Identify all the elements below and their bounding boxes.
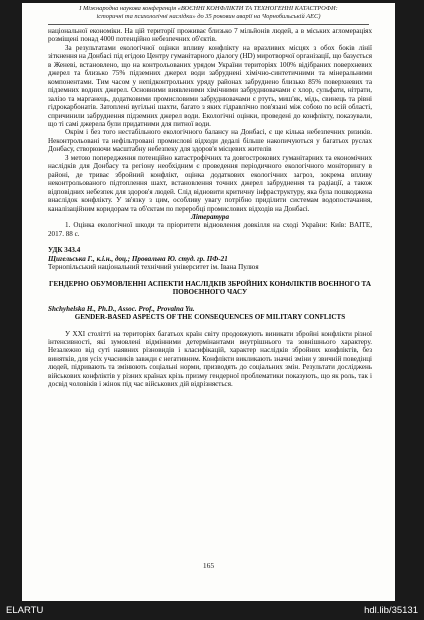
header-divider xyxy=(48,24,369,25)
header-line-2: історичні та психологічні наслідки» до 35 роковин аварії на Чорнобильській АЕС) xyxy=(96,13,321,20)
article-title-ua: ГЕНДЕРНО ОБУМОВЛЕННІ АСПЕКТИ НАСЛІДКІВ ЗБРОЙНИХ КОНФЛІКТІВ ВОЄННОГО ТА ПОВОЄННОГО ЧАСУ xyxy=(48,279,371,297)
paragraph-3: Окрім і без того нестабільного екологічного балансу на Донбасі, є ще кілька небезпечних ризиків. Неконтрольовані та нефільтровані промислові відходи дедалі більше накопичуються у багатьох руслах Донбасу, створюючи масштабну небезпеку для здоров'я місцевих жителів xyxy=(48,128,372,154)
footer-left-label: ELARTU xyxy=(6,605,44,616)
footer-handle-link[interactable]: hdl.lib/35131 xyxy=(364,605,418,616)
conference-header xyxy=(34,5,383,21)
page-number: 165 xyxy=(202,561,215,570)
paragraph-5: У XXI столітті на територіях багатьох країн світу продовжують виникати збройні конфлікти різної інтенсивності, які зумовлені відмінними детермінантами внутрішнього та зовнішнього характеру. Незалежно від суті наявних різновидів і класифікацій, характер наслідків збройних конфліктів, без винятків, для усіх учасників завжди є негативним. Конфлікти викликають значні зміни у звичній поведінці людей, підривають та змінюють соціальні норми, призводять до соціальних змін. Результати досліджень військових конфліктів у різних країнах крізь призму гендерної проблематики показують, що як роль, так і досвід чоловіків і жінок під час військових дій відрізняється. xyxy=(48,329,372,389)
paragraph-1: національної економіки. На цій території проживає близько 7 мільйонів людей, а в міських агломераціях розміщені понад 4000 потенційно небезпечних об'єктів. xyxy=(48,27,372,44)
header-line-1: І Міжнародна наукова конференція «ВОЄННІ КОНФЛІКТИ ТА ТЕХНОГЕННІ КАТАСТРОФИ: xyxy=(79,5,338,12)
literature-item-1: 1. Оцінка екологічної шкоди та пріоритети відновлення довкілля на сході України: Київ: BAITE, 2017. 88 с. xyxy=(48,221,372,238)
authors-en: Shchyhelska H., Ph.D., Assoc. Prof., Provalna Yu. xyxy=(48,304,195,313)
udk-code: УДК 343.4 xyxy=(48,246,81,255)
authors-ua: Щигельська Г., к.і.н., доц.; Провальна Ю. студ. гр. ПФ-21 xyxy=(48,254,228,263)
literature-heading: Література xyxy=(191,212,229,221)
repository-footer xyxy=(0,602,424,620)
article-title-en: GENDER-BASED ASPECTS OF THE CONSEQUENCES OF MILITARY CONFLICTS xyxy=(74,313,346,322)
paragraph-4: З метою попередження потенційно катастрофічних та довгострокових гуманітарних та економічних наслідків для Донбасу та регіону необхідним є проведення періодичного екологічного моніторингу в районі, де триває збройний конфлікт, оцінка додаткових екологічних загроз, зокрема впливу неконтрольованого підтоплення шахт, встановлення точних джерел забруднення та радіації, а також відповідних небезпек для здоров'я людей. Слід відновити критичну інфраструктуру, яка була пошкоджена внаслідок конфлікту. У зв'язку з цим, особливу увагу потрібно приділити системам водопостачання, каналізаційним коридорам та об'єктам по переробці промислових відходів на Донбасі. xyxy=(48,153,372,213)
paragraph-2: За результатами екологічної оцінки впливу конфлікту на вразливих місцях з обох боків лінії зіткнення на Донбасі під егідою Центру гуманітарного діалогу (HD) миротворчої організації, що базується в Женеві, встановлено, що на контрольованих урядом України територіях 100% відібраних поверхневих джерел та близько 75% підземних джерел води забруднені хімічно-синтетичними та мінеральними компонентами. Тим часом у непідконтрольних уряду районах забруднено близько 85% поверхневих та підземних водних джерел. Основними виявленими хімічними забруднювачами є хлор, сульфати, нітрати, залізо та марганець, додатковими промисловими забруднювачами є ртуть, миш'як, мідь, свинець та рівні гідрокарбонатів. Затоплені вугільні шахти, багато з яких гідравлічно пов'язані між собою по всій області, спричинили забруднення підземних джерел води. Екологічні оцінки, проведені до конфлікту, показували, що ті самі джерела були придатними для питної води. xyxy=(48,43,372,128)
page-body xyxy=(48,27,372,389)
affiliation: Тернопільський національний технічний університет ім. Івана Пулюя xyxy=(48,263,259,272)
document-page xyxy=(22,3,395,601)
